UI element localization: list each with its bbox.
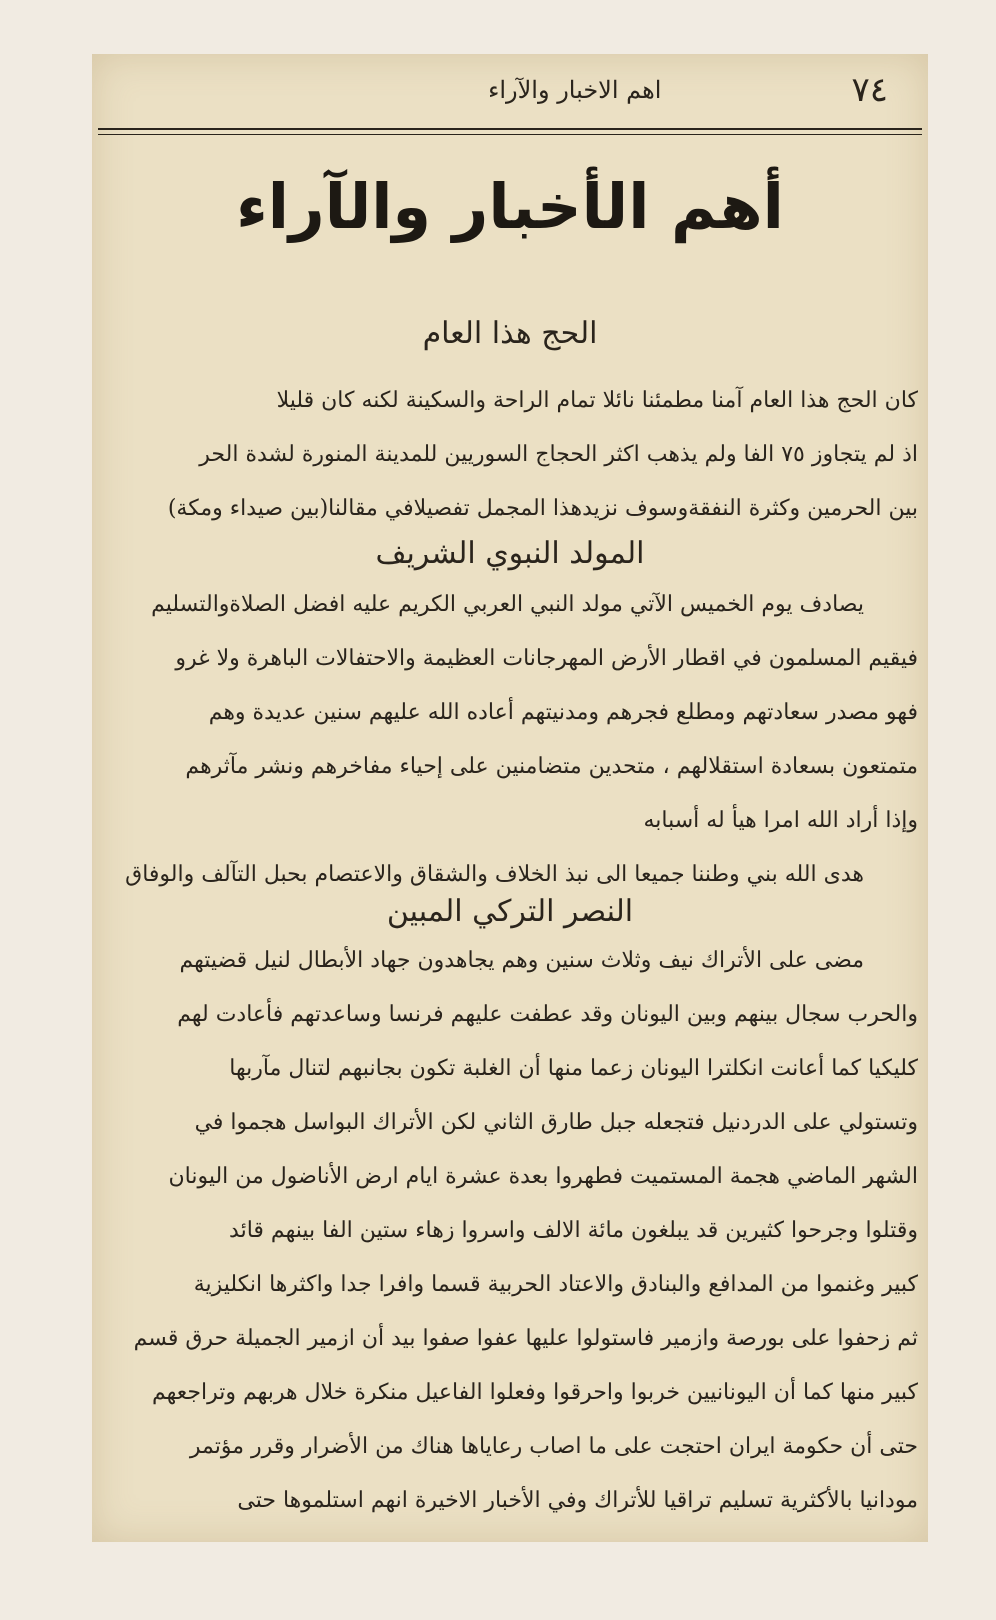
text-line: ثم زحفوا على بورصة وازمير فاستولوا عليها عفوا صفوا بيد أن ازمير الجميلة حرق قسم — [133, 1326, 918, 1351]
text-line: كليكيا كما أعانت انكلترا اليونان زعما منها أن الغلبة تكون بجانبهم لتنال مآربها — [229, 1056, 918, 1081]
text-line: بين الحرمين وكثرة النفقةوسوف نزيدهذا المجمل تفصيلافي مقالنا(بين صيداء ومكة) — [167, 496, 918, 521]
text-line: هدى الله بني وطننا جميعا الى نبذ الخلاف والشقاق والاعتصام بحبل التآلف والوفاق — [125, 862, 864, 887]
section-masthead: أهم الأخبار والآراء — [236, 170, 784, 243]
paragraph-turkish-victory — [96, 934, 918, 1528]
text-line: الشهر الماضي هجمة المستميت فطهروا بعدة عشرة ايام ارض الأناضول من اليونان — [168, 1164, 918, 1189]
text-line: كان الحج هذا العام آمنا مطمئنا نائلا تمام الراحة والسكينة لكنه كان قليلا — [276, 388, 918, 413]
text-line: يصادف يوم الخميس الآتي مولد النبي العربي الكريم عليه افضل الصلاةوالتسليم — [151, 592, 864, 617]
running-title: اهم الاخبار والآراء — [488, 76, 662, 104]
text-line: مضى على الأتراك نيف وثلاث سنين وهم يجاهدون جهاد الأبطال لنيل قضيتهم — [179, 948, 864, 973]
text-line: متمتعون بسعادة استقلالهم ، متحدين متضامنين على إحياء مفاخرهم ونشر مآثرهم — [185, 754, 918, 779]
document-page — [92, 54, 928, 1542]
text-line: والحرب سجال بينهم وبين اليونان وقد عطفت عليهم فرنسا وساعدتهم فأعادت لهم — [177, 1002, 918, 1027]
text-line: حتى أن حكومة ايران احتجت على ما اصاب رعاياها هناك من الأضرار وقرر مؤتمر — [189, 1434, 918, 1459]
text-line: وتستولي على الدردنيل فتجعله جبل طارق الثاني لكن الأتراك البواسل هجموا في — [194, 1110, 918, 1135]
running-header — [132, 68, 888, 112]
text-line: مودانيا بالأكثرية تسليم تراقيا للأتراك وفي الأخبار الاخيرة انهم استلموها حتى — [237, 1488, 918, 1513]
page-number: ٧٤ — [851, 70, 888, 110]
text-line: وإذا أراد الله امرا هيأ له أسبابه — [643, 808, 918, 833]
paragraph-mawlid — [96, 578, 918, 902]
text-line: اذ لم يتجاوز ٧٥ الفا ولم يذهب اكثر الحجاج السوريين للمدينة المنورة لشدة الحر — [199, 442, 918, 467]
header-rule-thin — [98, 134, 922, 135]
section-heading-turkish-victory: النصر التركي المبين — [386, 894, 634, 929]
section-heading-mawlid: المولد النبوي الشريف — [375, 536, 645, 571]
paragraph-hajj — [96, 374, 918, 536]
text-line: فيقيم المسلمون في اقطار الأرض المهرجانات العظيمة والاحتفالات الباهرة ولا غرو — [175, 646, 918, 671]
section-heading-hajj: الحج هذا العام — [422, 316, 598, 351]
text-line: فهو مصدر سعادتهم ومطلع فجرهم ومدنيتهم أعاده الله عليهم سنين عديدة وهم — [208, 700, 918, 725]
text-line: كبير منها كما أن اليونانيين خربوا واحرقوا وفعلوا الفاعيل منكرة خلال هربهم وتراجعهم — [151, 1380, 918, 1405]
text-line: كبير وغنموا من المدافع والبنادق والاعتاد الحربية قسما وافرا جدا واكثرها انكليزية — [193, 1272, 918, 1297]
text-line: وقتلوا وجرحوا كثيرين قد يبلغون مائة الالف واسروا زهاء ستين الفا بينهم قائد — [229, 1218, 918, 1243]
header-rule — [98, 128, 922, 130]
